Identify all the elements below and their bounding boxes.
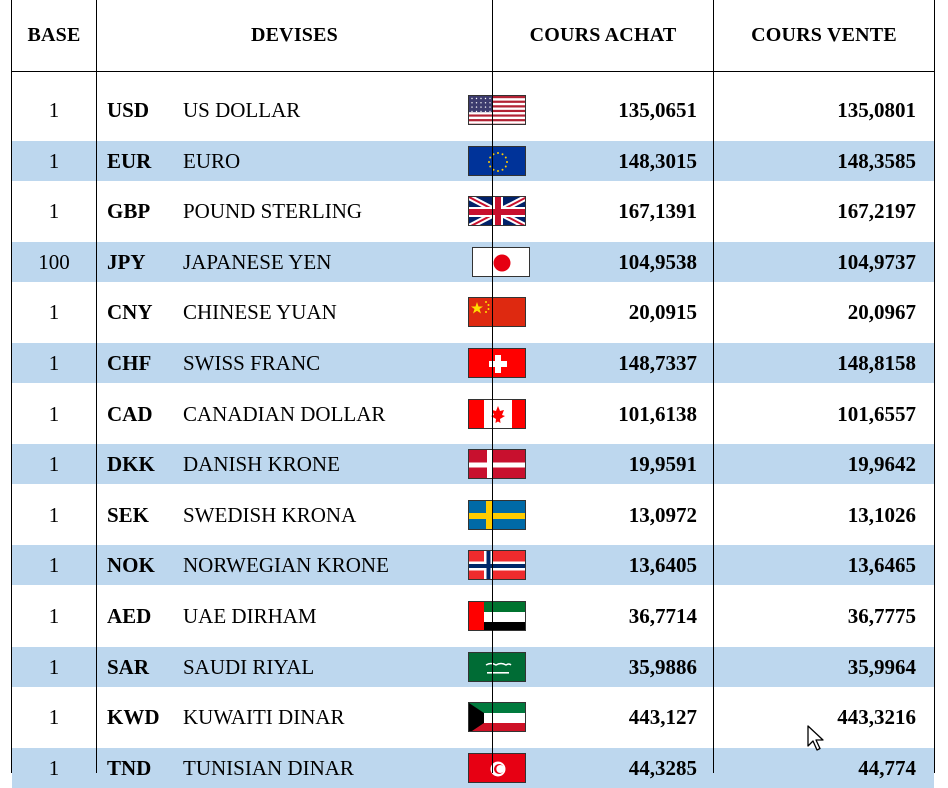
table-row xyxy=(12,495,934,535)
column-divider xyxy=(492,0,493,773)
table-row xyxy=(12,748,934,788)
currency-name: US DOLLAR xyxy=(183,97,301,122)
table-row xyxy=(12,191,934,231)
cours-achat-value: 20,0915 xyxy=(628,299,697,324)
table-row xyxy=(12,242,934,282)
cours-achat-value: 13,0972 xyxy=(628,502,697,527)
base-amount: 1 xyxy=(48,350,60,375)
header-base: BASE xyxy=(27,24,81,46)
header-devises: DEVISES xyxy=(251,24,338,46)
currency-name: TUNISIAN DINAR xyxy=(183,755,354,780)
currency-code: AED xyxy=(107,603,152,628)
cours-vente-value: 443,3216 xyxy=(837,704,916,729)
cours-vente-value: 35,9964 xyxy=(847,654,916,679)
currency-code: KWD xyxy=(107,704,160,729)
currency-name: CHINESE YUAN xyxy=(183,299,337,324)
currency-code: NOK xyxy=(107,552,155,577)
base-amount: 1 xyxy=(48,654,60,679)
cours-achat-value: 104,9538 xyxy=(618,249,697,274)
cours-vente-value: 13,1026 xyxy=(847,502,916,527)
base-amount: 1 xyxy=(48,451,60,476)
cours-achat-value: 13,6405 xyxy=(628,552,697,577)
currency-code: CAD xyxy=(107,401,153,426)
currency-code: JPY xyxy=(107,249,146,274)
cours-achat-value: 148,3015 xyxy=(618,148,697,173)
currency-code: SAR xyxy=(107,654,150,679)
base-amount: 1 xyxy=(48,502,60,527)
base-amount: 1 xyxy=(48,401,60,426)
cours-vente-value: 148,8158 xyxy=(837,350,916,375)
cours-vente-value: 135,0801 xyxy=(837,97,916,122)
cours-achat-value: 135,0651 xyxy=(618,97,697,122)
currency-code: DKK xyxy=(107,451,155,476)
cours-vente-value: 104,9737 xyxy=(837,249,916,274)
table-row xyxy=(12,292,934,332)
cours-achat-value: 443,127 xyxy=(628,704,697,729)
table-row xyxy=(12,545,934,585)
currency-code: GBP xyxy=(107,198,151,223)
base-amount: 1 xyxy=(48,552,60,577)
table-header xyxy=(12,0,934,72)
currency-name: JAPANESE YEN xyxy=(183,249,332,274)
base-amount: 1 xyxy=(48,755,60,780)
cours-vente-value: 20,0967 xyxy=(847,299,916,324)
cours-achat-value: 19,9591 xyxy=(628,451,697,476)
cours-achat-value: 35,9886 xyxy=(628,654,697,679)
table-row xyxy=(12,444,934,484)
column-divider xyxy=(96,0,97,773)
base-amount: 1 xyxy=(48,198,60,223)
base-amount: 1 xyxy=(48,299,60,324)
cours-vente-value: 101,6557 xyxy=(837,401,916,426)
cours-vente-value: 148,3585 xyxy=(837,148,916,173)
currency-code: CNY xyxy=(107,299,153,324)
cours-vente-value: 36,7775 xyxy=(847,603,916,628)
currency-name: SWISS FRANC xyxy=(183,350,321,375)
currency-name: SAUDI RIYAL xyxy=(183,654,315,679)
cours-achat-value: 44,3285 xyxy=(628,755,697,780)
base-amount: 1 xyxy=(48,148,60,173)
cours-achat-value: 167,1391 xyxy=(618,198,697,223)
base-amount: 1 xyxy=(48,97,60,122)
cours-vente-value: 13,6465 xyxy=(847,552,916,577)
table-row xyxy=(12,343,934,383)
table-row xyxy=(12,647,934,687)
currency-name: KUWAITI DINAR xyxy=(183,704,345,729)
table-row xyxy=(12,596,934,636)
cours-vente-value: 167,2197 xyxy=(837,198,916,223)
currency-name: CANADIAN DOLLAR xyxy=(183,401,386,426)
currency-code: EUR xyxy=(107,148,152,173)
currency-code: SEK xyxy=(107,502,150,527)
cours-achat-value: 101,6138 xyxy=(618,401,697,426)
table-row xyxy=(12,90,934,130)
currency-rate-table xyxy=(11,0,935,780)
currency-name: NORWEGIAN KRONE xyxy=(183,552,389,577)
table-row xyxy=(12,141,934,181)
cours-vente-value: 44,774 xyxy=(858,755,916,780)
cours-vente-value: 19,9642 xyxy=(847,451,916,476)
cours-achat-value: 148,7337 xyxy=(618,350,697,375)
table-row xyxy=(12,697,934,737)
header-cours-vente: COURS VENTE xyxy=(751,24,897,46)
base-amount: 100 xyxy=(38,249,70,274)
table-row xyxy=(12,394,934,434)
base-amount: 1 xyxy=(48,704,60,729)
column-divider xyxy=(713,0,714,773)
cours-achat-value: 36,7714 xyxy=(628,603,697,628)
header-cours-achat: COURS ACHAT xyxy=(529,24,677,46)
currency-name: SWEDISH KRONA xyxy=(183,502,357,527)
currency-name: POUND STERLING xyxy=(183,198,363,223)
currency-code: TND xyxy=(107,755,152,780)
base-amount: 1 xyxy=(48,603,60,628)
currency-name: DANISH KRONE xyxy=(183,451,340,476)
currency-name: EURO xyxy=(183,148,241,173)
currency-code: USD xyxy=(107,97,150,122)
currency-code: CHF xyxy=(107,350,152,375)
mouse-pointer-icon xyxy=(806,725,826,753)
currency-name: UAE DIRHAM xyxy=(183,603,317,628)
